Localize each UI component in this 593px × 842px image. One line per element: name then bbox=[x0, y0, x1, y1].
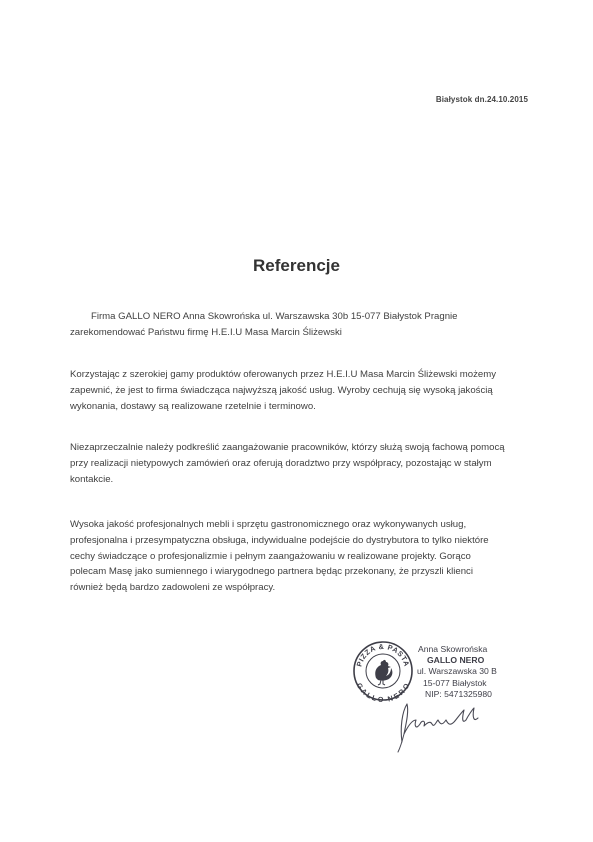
paragraph-4 bbox=[70, 517, 540, 596]
paragraph-line: Firma GALLO NERO Anna Skowrońska ul. Warszawska 30b 15-077 Białystok Pragnie bbox=[91, 311, 458, 322]
paragraph-line: profesjonalna i przesympatyczna obsługa, indywidualne podejście do dystrybutora to tylko niektóre bbox=[70, 534, 489, 546]
stamp-nip: NIP: 5471325980 bbox=[425, 688, 492, 699]
paragraph-line: wykonania, dostawy są realizowane rzetelnie i terminowo. bbox=[70, 400, 316, 412]
handwritten-signature bbox=[380, 690, 500, 754]
paragraph-line: kontakcie. bbox=[70, 473, 114, 485]
paragraph-line: cechy świadczące o profesjonalizmie i pełnym zaangażowaniu w realizowane projekty. Gorąco bbox=[70, 550, 471, 562]
paragraph-line: zarekomendować Państwu firmę H.E.I.U Masa Marcin Śliżewski bbox=[70, 326, 342, 338]
paragraph-line: również będą bardzo zadowoleni ze współpracy. bbox=[70, 582, 276, 594]
seal-top-text: PIZZA & PASTA bbox=[354, 641, 412, 668]
seal-bottom-text: GALLO NERO bbox=[354, 681, 412, 702]
rooster-icon bbox=[375, 660, 392, 685]
paragraph-line: Niezaprzeczalnie należy podkreślić zaangażowanie pracowników, którzy służą swoją fachową pomocą bbox=[70, 442, 505, 453]
paragraph-line: Wysoka jakość profesjonalnych mebli i sprzętu gastronomicznego oraz wykonywanych usług, bbox=[70, 519, 467, 530]
stamp-owner-name: Anna Skowrońska bbox=[418, 644, 488, 654]
paragraph-3 bbox=[70, 440, 540, 487]
stamp-company-name: GALLO NERO bbox=[427, 655, 485, 666]
paragraph-1 bbox=[70, 309, 540, 341]
stamp-city: 15-077 Białystok bbox=[423, 677, 487, 688]
letter-date: Białystok dn.24.10.2015 bbox=[435, 95, 528, 104]
company-stamp bbox=[352, 640, 522, 760]
paragraph-line: polecam Masę jako sumiennego i wiarygodnego partnera będąc przekonany, że przyszli klienci bbox=[70, 566, 473, 578]
page-title: Referencje bbox=[253, 256, 340, 275]
paragraph-line: Korzystając z szerokiej gamy produktów oferowanych przez H.E.I.U Masa Marcin Śliżewski możemy bbox=[70, 369, 496, 380]
paragraph-2 bbox=[70, 367, 540, 414]
paragraph-line: przy realizacji nietypowych zamówień oraz oferują doradztwo przy współpracy, pozostając w stałym bbox=[70, 457, 492, 469]
stamp-street: ul. Warszawska 30 B bbox=[417, 666, 497, 677]
paragraph-line: zapewnić, że jest to firma świadcząca najwyższą jakość usług. Wyroby cechują się wysoką jakością bbox=[70, 384, 493, 396]
